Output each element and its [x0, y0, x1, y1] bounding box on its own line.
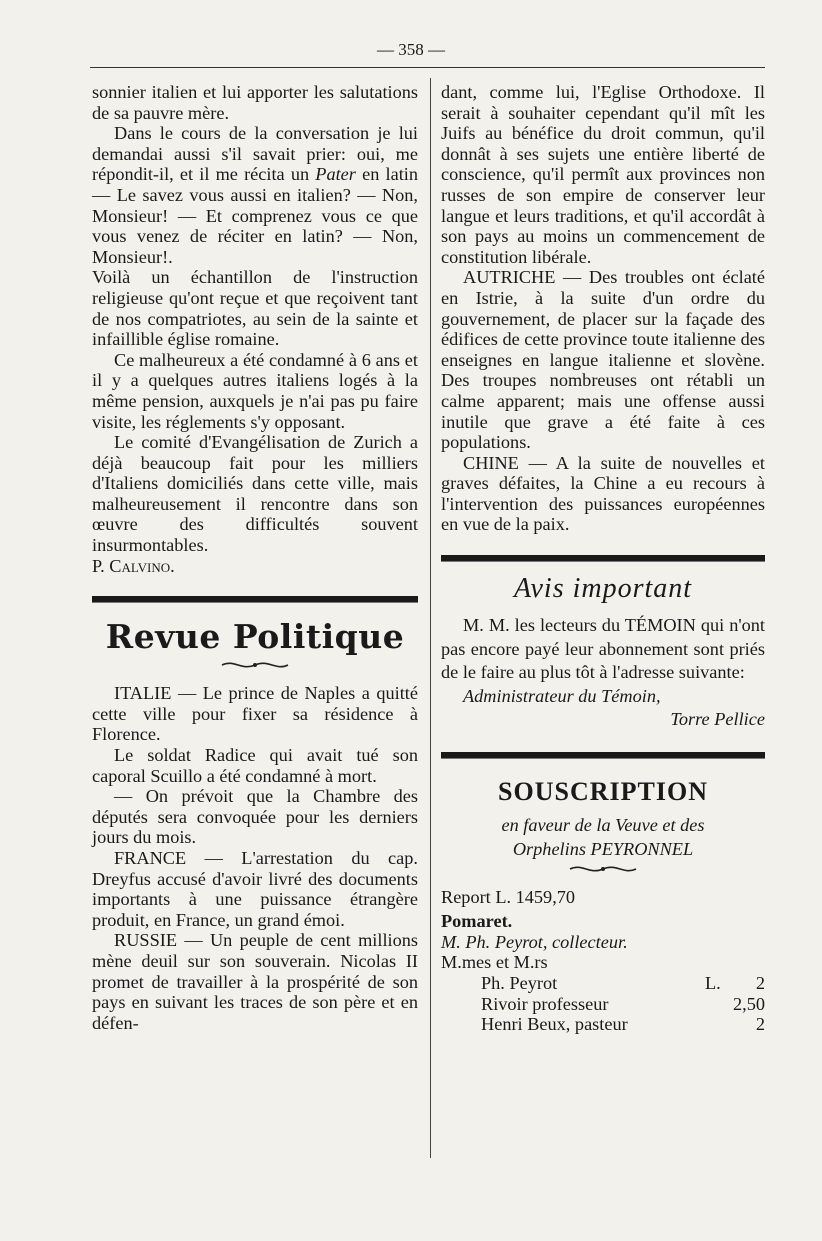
- flourish-ornament: [220, 659, 290, 671]
- paragraph: Dans le cours de la conversation je lui demandai aussi s'il savait prier: oui, me répondit-il, et il me récita un Pater en latin — Le savez vous aussi en italien? — Non, Monsieur! — Et comprenez vous ce que vous venez de réciter en latin? — Non, Monsieur!.: [92, 123, 418, 267]
- paragraph: Le soldat Radice qui avait tué son caporal Scuillo a été condamné à mort.: [92, 745, 418, 786]
- paragraph: Ce malheureux a été condamné à 6 ans et il y a quelques autres italiens logés à la même pension, auxquels je n'ai pas pu faire visite, les réglements s'y opposant.: [92, 349, 418, 432]
- souscription-title: SOUSCRIPTION: [498, 776, 708, 806]
- donor-row: Rivoir professeur 2,50: [481, 993, 765, 1014]
- donor-row: Henri Beux, pasteur 2: [481, 1014, 765, 1035]
- paragraph-autriche: AUTRICHE — Des troubles ont éclaté en Istrie, à la suite d'un ordre du gouvernement, de placer sur la façade des édifices de cette province toute italienne des enseignes en langue italienne et slovène. Des troupes nombreuses ont rétabli un calme apparent; mais une offense aussi inutile que grave a été faite à ces populations.: [441, 267, 765, 453]
- paragraph: sonnier italien et lui apporter les salutations de sa pauvre mère.: [92, 82, 418, 123]
- page-number: — 358 —: [377, 40, 445, 59]
- souscription-subtitle: en faveur de la Veuve et des: [501, 814, 705, 835]
- paragraph: dant, comme lui, l'Eglise Orthodoxe. Il serait à souhaiter cependant qu'il mît les Juifs au bénéfice du droit commun, qu'il donnât à ses sujets une entière liberté de conscience, qu'il permît aux provinces non russes de son empire de conserver leur langue et leurs traditions, et qu'il accordât à son pays au moins un commencement de constitution libérale.: [441, 82, 765, 267]
- avis-admin: Administrateur du Témoin,: [463, 685, 661, 706]
- donor-town: Pomaret.: [441, 911, 513, 932]
- donors-heading: M.mes et M.rs: [441, 952, 548, 973]
- paragraph: Le comité d'Evangélisation de Zurich a déjà beaucoup fait pour les milliers d'Italiens domiciliés dans cette ville, mais malheureusement il rencontre dans son œuvre des difficultés souvent insurmontables.: [92, 432, 418, 556]
- avis-place: Torre Pellice: [670, 709, 765, 730]
- right-column: [441, 82, 765, 1035]
- left-column: [92, 82, 418, 1033]
- section-rule: [441, 555, 765, 562]
- avis-title: Avis important: [513, 573, 693, 605]
- avis-text: M. M. les lecteurs du TÉMOIN qui n'ont pas encore payé leur abonnement sont priés de le faire au plus tôt à l'adresse suivante:: [441, 615, 765, 683]
- avis-notice: [441, 614, 765, 732]
- paragraph: — On prévoit que la Chambre des députés sera convoquée pour les derniers jours du mois.: [92, 786, 418, 848]
- paragraph-france: FRANCE — L'arrestation du cap. Dreyfus accusé d'avoir livré des documents importants à une puissance étrangère produit, en France, un grand émoi.: [92, 848, 418, 930]
- emphasis: Pater: [315, 164, 356, 185]
- paragraph-chine: CHINE — A la suite de nouvelles et graves défaites, la Chine a eu recours à l'intervention des puissances européennes en vue de la paix.: [441, 452, 765, 535]
- header-rule: [90, 67, 765, 68]
- flourish-ornament: [568, 863, 638, 875]
- column-divider: [430, 78, 432, 1158]
- paragraph: Voilà un échantillon de l'instruction religieuse qu'ont reçue et que reçoivent tant de nos compatriotes, au sein de la sainte et infaillible église romaine.: [92, 267, 418, 350]
- report-total: Report L. 1459,70: [441, 886, 576, 907]
- paragraph-italie: ITALIE — Le prince de Naples a quitté cette ville pour fixer sa résidence à Florence.: [92, 683, 418, 745]
- signature: P. Calvino.: [92, 555, 175, 576]
- section-rule: [92, 596, 418, 603]
- paragraph-russie: RUSSIE — Un peuple de cent millions mène deuil sur son souverain. Nicolas II promet de travailler à la prospérité de son pays en suivant les traces de son père et en défen-: [92, 930, 418, 1033]
- section-title: Revue Politique: [105, 617, 405, 657]
- collector: M. Ph. Peyrot, collecteur.: [441, 931, 628, 952]
- section-rule: [441, 752, 765, 759]
- donor-row: Ph. Peyrot L. 2: [481, 972, 765, 993]
- souscription-subtitle: Orphelins PEYRONNEL: [512, 838, 694, 859]
